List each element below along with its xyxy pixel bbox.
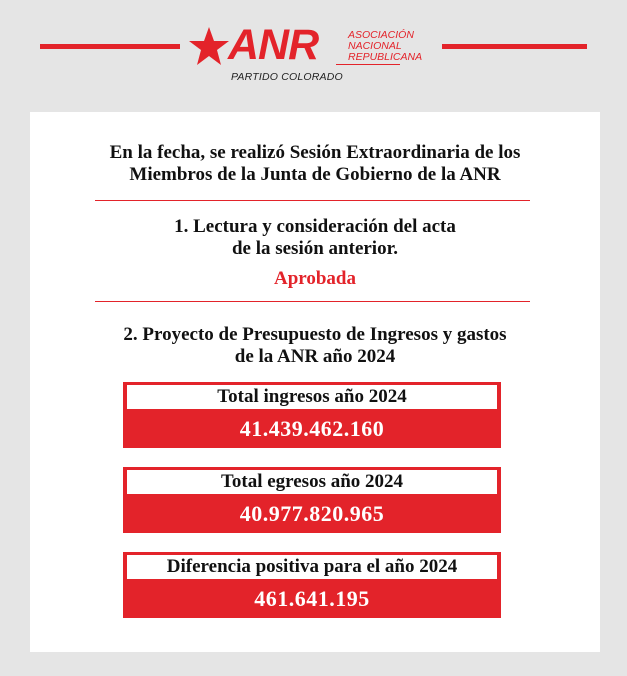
box-value: 461.641.195 (254, 586, 370, 611)
header-line-right (442, 44, 587, 49)
star-icon (188, 26, 230, 66)
box-label: Total egresos año 2024 (127, 470, 497, 494)
association-line: ASOCIACIÓN (348, 29, 414, 41)
announcement-card (30, 112, 600, 652)
agenda-item-line: 2. Proyecto de Presupuesto de Ingresos y gastos (123, 324, 507, 345)
box-value: 41.439.462.160 (239, 416, 385, 441)
intro-line: En la fecha, se realizó Sesión Extraordinaria de los (109, 142, 521, 163)
box-label: Diferencia positiva para el año 2024 (127, 555, 497, 579)
intro-text (30, 142, 600, 186)
logo-text: ANR (228, 21, 319, 69)
logo-underline (336, 64, 400, 65)
association-name (348, 30, 422, 63)
agenda-item-line: de la sesión anterior. (231, 238, 399, 259)
difference-box (123, 552, 501, 618)
anr-logo (188, 21, 438, 86)
association-line: REPUBLICANA (348, 51, 423, 63)
income-box (123, 382, 501, 448)
divider (95, 301, 530, 302)
box-label: Total ingresos año 2024 (127, 385, 497, 409)
agenda-item-2 (30, 324, 600, 368)
agenda-item-line: de la ANR año 2024 (234, 346, 396, 367)
party-subtitle: PARTIDO COLORADO (231, 71, 343, 83)
approval-status: Aprobada (273, 268, 356, 289)
box-value: 40.977.820.965 (239, 501, 385, 526)
divider (95, 200, 530, 201)
expenses-box (123, 467, 501, 533)
association-line: NACIONAL (348, 40, 402, 52)
intro-line: Miembros de la Junta de Gobierno de la ANR (129, 164, 501, 185)
header-line-left (40, 44, 180, 49)
agenda-item-1 (30, 216, 600, 260)
agenda-item-line: 1. Lectura y consideración del acta (174, 216, 456, 237)
